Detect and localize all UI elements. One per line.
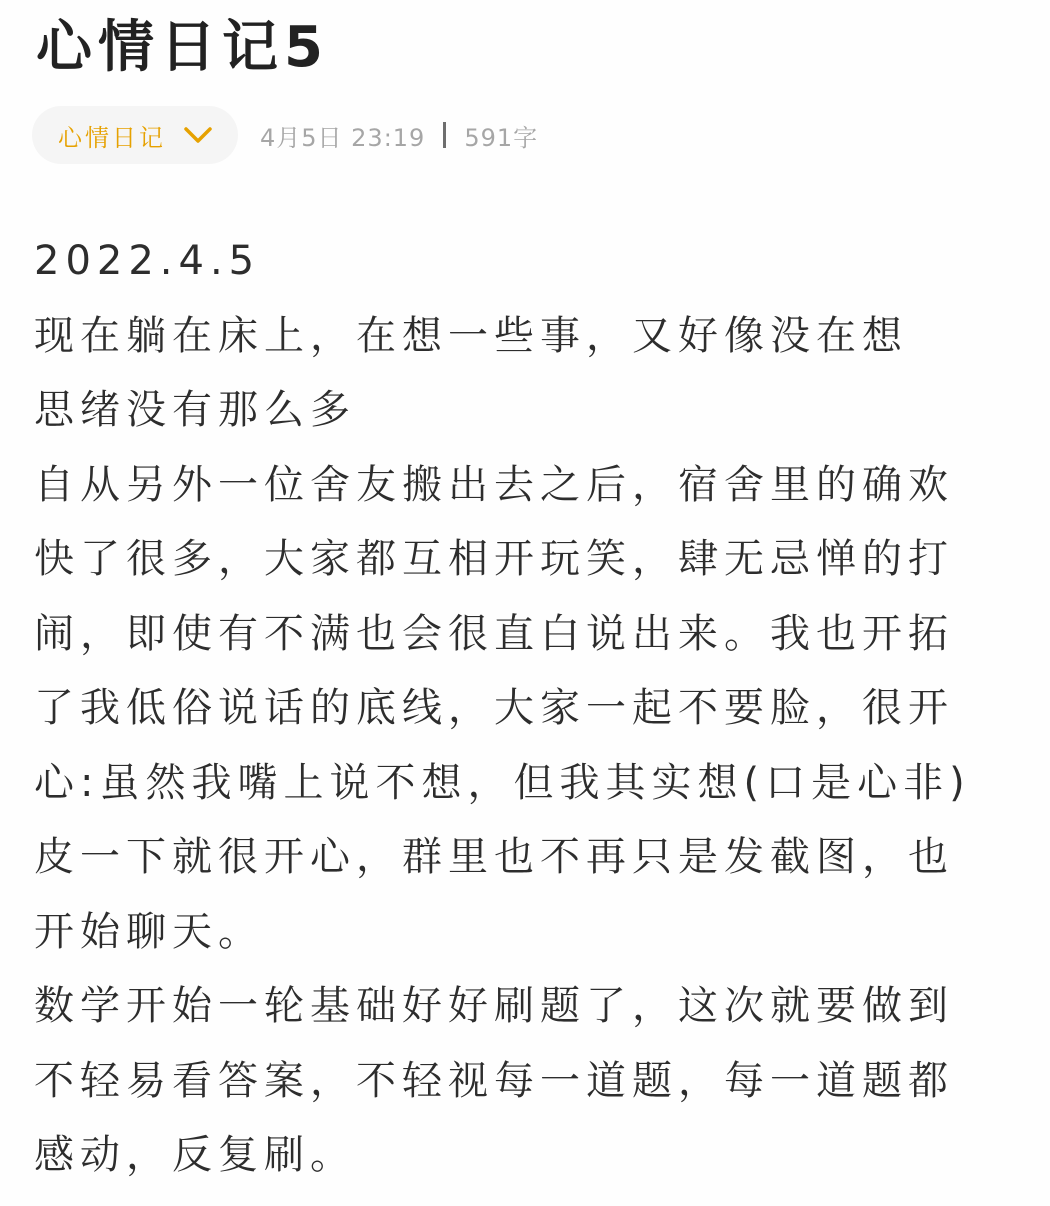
body-line: 感动，反复刷。: [34, 1132, 356, 1178]
meta-divider: [443, 122, 446, 148]
body-line: 了我低俗说话的底线，大家一起不要脸，很开: [34, 685, 954, 731]
body-line: 皮一下就很开心，群里也不再只是发截图，也: [34, 834, 954, 880]
chevron-down-icon: [182, 124, 214, 146]
note-meta-row: [32, 105, 538, 165]
note-date-time: 4月5日 23:19: [260, 123, 426, 152]
note-title: 心情日记5: [36, 15, 329, 80]
body-line: 开始聊天。: [34, 908, 264, 955]
body-line: 现在躺在床上，在想一些事，又好像没在想: [34, 312, 908, 359]
body-line: 快了很多，大家都互相开玩笑，肆无忌惮的打: [34, 536, 954, 582]
body-line: 思绪没有那么多: [34, 387, 356, 433]
note-word-count: 591字: [464, 123, 539, 152]
body-line: 数学开始一轮基础好好刷题了，这次就要做到: [34, 983, 954, 1029]
body-line: 2022.4.5: [34, 238, 261, 284]
note-body[interactable]: [34, 224, 1024, 1193]
body-line: 闹，即使有不满也会很直白说出来。我也开拓: [34, 610, 954, 657]
category-label: 心情日记: [58, 123, 166, 152]
category-selector[interactable]: [32, 106, 238, 164]
body-line: 心:虽然我嘴上说不想，但我其实想(口是心非): [34, 759, 971, 806]
body-line: 不轻易看答案，不轻视每一道题，每一道题都: [34, 1057, 954, 1104]
body-line: 自从另外一位舍友搬出去之后，宿舍里的确欢: [34, 461, 954, 508]
